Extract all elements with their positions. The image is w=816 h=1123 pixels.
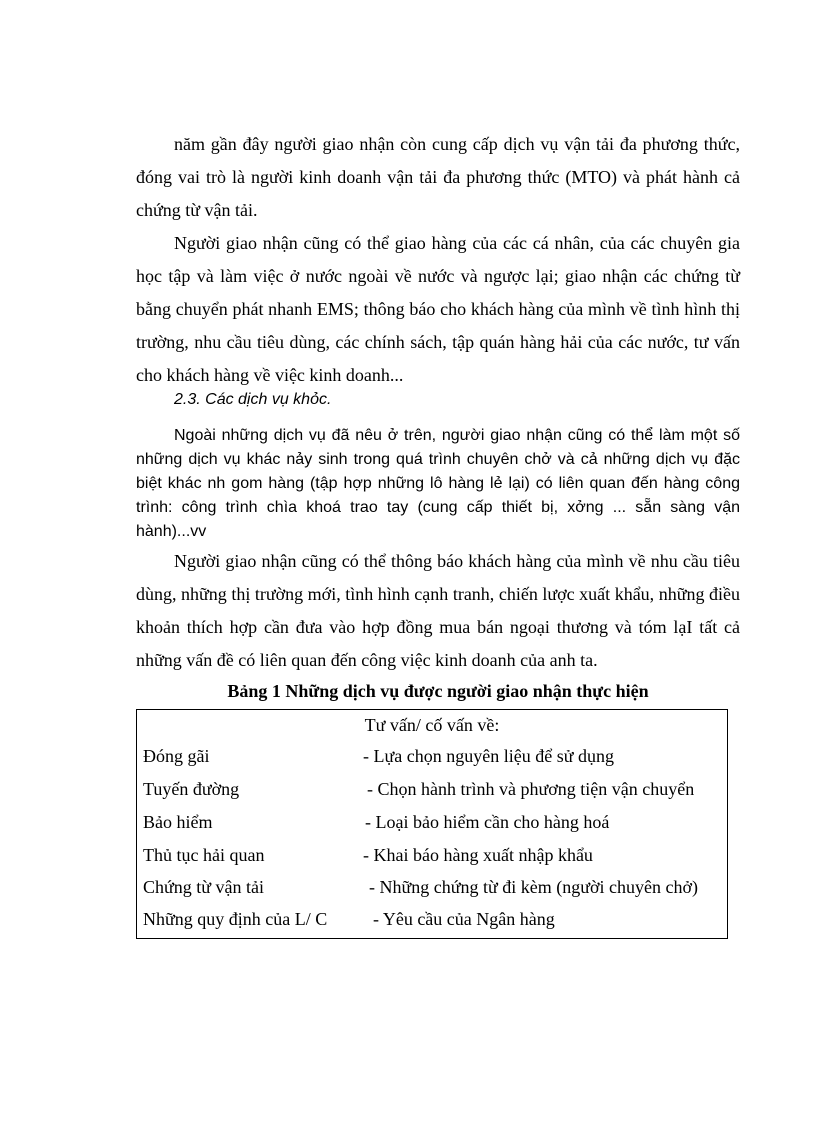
table-row [137,839,727,871]
table-header: Tư vấn/ cố vấn về: [364,715,500,735]
row-advice: - Khai báo hàng xuất nhập khẩu [363,845,593,865]
row-advice: - Chọn hành trình và phương tiện vận chuyển [367,779,695,799]
row-topic: Chứng từ vận tải [143,877,264,897]
table-row [137,806,727,838]
table-row [137,903,727,935]
row-advice: - Loại bảo hiểm cần cho hàng hoá [365,812,610,832]
table-row [137,871,727,903]
row-topic: Đóng gãi [143,746,210,766]
paragraph-delivery-services: Người giao nhận cũng có thể giao hàng của các cá nhân, của các chuyên gia học tập và làm việc ở nước ngoài về nước và ngược lại; giao nhận các chứng từ bằng chuyển phát nhanh EMS; thông báo cho khách hàng của mình về tình hình thị trường, nhu cầu tiêu dùng, các chính sách, tập quán hàng hải của các nước, tư vấn cho khách hàng về việc kinh doanh... [136,233,740,385]
table-row [137,740,727,772]
services-table [136,709,728,939]
row-topic: Bảo hiểm [143,812,213,832]
row-topic: Thủ tục hải quan [143,845,265,865]
paragraph-other-services: Ngoài những dịch vụ đã nêu ở trên, người giao nhận cũng có thể làm một số những dịch vụ khác nảy sinh trong quá trình chuyên chở và cả những dịch vụ đặc biệt khác nh gom hàng (tập hợp những lô hàng lẻ lại) có liên quan đến hàng công trình: công trình chìa khoá trao tay (cung cấp thiết bị, xởng ... sẵn sàng vận hành)...vv [136,427,740,540]
table-caption: Bảng 1 Những dịch vụ được người giao nhận thực hiện [227,681,649,701]
paragraph-mto-services: năm gần đây người giao nhận còn cung cấp dịch vụ vận tải đa phương thức, đóng vai trò là người kinh doanh vận tải đa phương thức (MTO) và phát hành cả chứng từ vận tải. [136,134,740,220]
paragraph-customer-advice: Người giao nhận cũng có thể thông báo khách hàng của mình về nhu cầu tiêu dùng, những thị trường mới, tình hình cạnh tranh, chiến lược xuất khẩu, những điều khoản thích hợp cần đưa vào hợp đồng mua bán ngoại thương và tóm lạI tất cả những vấn đề có liên quan đến công việc kinh doanh của anh ta. [136,551,740,670]
row-advice: - Yêu cầu của Ngân hàng [373,909,555,929]
section-heading: 2.3. Các dịch vụ khỏc. [174,391,332,408]
row-topic: Tuyến đường [143,779,240,799]
row-advice: - Những chứng từ đi kèm (người chuyên chở) [369,877,698,897]
row-advice: - Lựa chọn nguyên liệu để sử dụng [363,746,614,766]
table-row [137,773,727,805]
row-topic: Những quy định của L/ C [143,909,328,929]
